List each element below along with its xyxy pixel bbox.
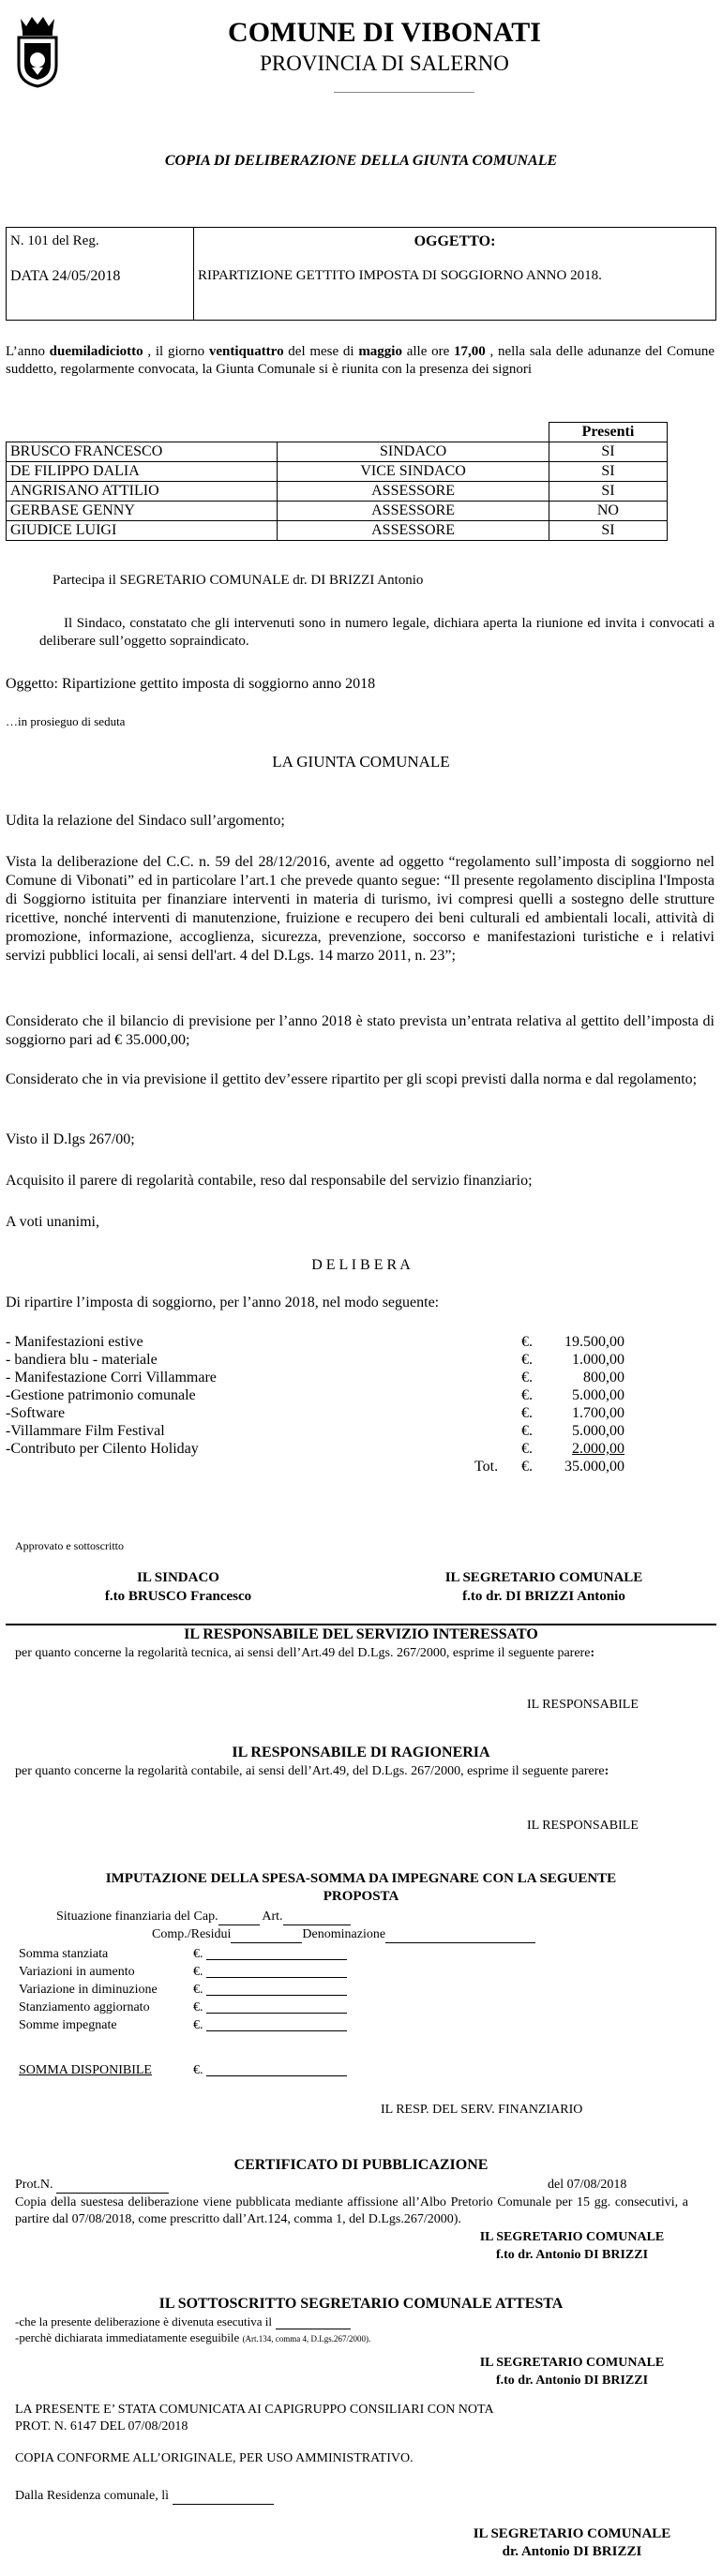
member-name: GERBASE GENNY (7, 502, 278, 521)
intro-paragraph (6, 343, 714, 379)
somma-disponibile-field (206, 2062, 347, 2076)
member-role: ASSESSORE (278, 502, 549, 521)
member-present: SI (549, 482, 667, 502)
comp-label: Comp./Residui (152, 1927, 232, 1941)
document-title: COPIA DI DELIBERAZIONE DELLA GIUNTA COMUNALE (164, 153, 558, 169)
member-present: SI (549, 521, 667, 541)
list-item (6, 1440, 714, 1458)
total-label: Tot. (474, 1459, 499, 1475)
allocation-list (6, 1333, 714, 1475)
imputazione-title: IMPUTAZIONE DELLA SPESA-SOMMA DA IMPEGNARE CON LA SEGUENTE (105, 1871, 617, 1886)
imputazione-row-label: Variazioni in aumento (19, 1965, 135, 1979)
certificato-text: Copia della suestesa deliberazione viene pubblicata mediante affissione all’Albo Pretorio Comunale per 15 gg. consecutivi, a partire dal 07/08/2018, come prescritto dall’Art.124, comma 1, del D.Lgs.267/2000). (15, 2195, 688, 2226)
resp-servizio-body: per quanto concerne la regolarità tecnica, ai sensi dell’Art.49 del D.Lgs. 267/2000, esprime il seguente parere (15, 1646, 591, 1660)
intro-text-2: , il giorno (143, 344, 209, 359)
imputazione-row-currency: €. (193, 2000, 203, 2014)
allocation-label: - Manifestazione Corri Villammare (6, 1370, 217, 1385)
imputazione-row-field (206, 1946, 347, 1960)
somma-disponibile-currency: €. (193, 2063, 203, 2077)
giunta-heading: LA GIUNTA COMUNALE (272, 753, 450, 771)
visto-paragraph: Visto il D.lgs 267/00; (6, 1131, 135, 1147)
considerato-paragraph-1: Considerato che il bilancio di previsione per l’anno 2018 è stato prevista un’entrata relativa al gettito dell’imposta di soggiorno pari ad € 35.000,00; (6, 1013, 714, 1048)
allocation-label: -Contributo per Cilento Holiday (6, 1441, 199, 1457)
somma-disponibile-line (19, 2062, 394, 2079)
delibera-heading: D E L I B E R A (311, 1257, 411, 1273)
somma-disponibile-label: SOMMA DISPONIBILE (19, 2063, 152, 2077)
list-item (6, 1369, 714, 1386)
member-role: SINDACO (278, 442, 549, 462)
residenza-date-field (173, 2491, 274, 2505)
list-item (6, 1386, 714, 1404)
certificato-sign-title: IL SEGRETARIO COMUNALE (479, 2230, 665, 2244)
attendance-header-row (7, 423, 668, 442)
seduta-line: …in prosieguo di seduta (6, 714, 126, 728)
art-field (283, 1911, 351, 1925)
attesta-sign-name: f.to dr. Antonio DI BRIZZI (495, 2374, 649, 2388)
total-currency: €. (521, 1459, 533, 1475)
list-item (19, 1946, 394, 1964)
allocation-label: -Villammare Film Festival (6, 1423, 165, 1439)
attesta-eseguibile: -perchè dichiarata immediatamente eseguibile (15, 2330, 240, 2344)
certificato-sign-name: f.to dr. Antonio DI BRIZZI (495, 2248, 649, 2262)
art-label: Art. (262, 1910, 283, 1924)
allocation-amount: 1.700,00 (572, 1405, 624, 1421)
allocation-amount: 2.000,00 (572, 1441, 624, 1457)
intro-text-1: L’anno (6, 344, 50, 359)
imputazione-row-currency: €. (193, 1947, 203, 1961)
certificato-title: CERTIFICATO DI PUBBLICAZIONE (233, 2157, 489, 2173)
imputazione-row-field (206, 1982, 347, 1996)
cap-field (218, 1911, 260, 1925)
secretary-signature: f.to dr. DI BRIZZI Antonio (462, 1589, 625, 1604)
prot-label: Prot.N. (15, 2178, 53, 2192)
imputazione-row-label: Somma stanziata (19, 1947, 109, 1961)
member-present: SI (549, 442, 667, 462)
allocation-label: -Gestione patrimonio comunale (6, 1387, 196, 1403)
attesta-line-2 (15, 2330, 370, 2346)
considerato-paragraph-2: Considerato che in via previsione il gettito dev’essere ripartito per gli scopi previsti dalla norma e dal regolamento; (6, 1071, 698, 1087)
allocation-label: -Software (6, 1405, 66, 1421)
residenza-label: Dalla Residenza comunale, lì (15, 2489, 170, 2503)
acquisito-paragraph: Acquisito il parere di regolarità contabile, reso dal responsabile del servizio finanziario; (6, 1173, 533, 1189)
allocation-amount: 1.000,00 (572, 1352, 624, 1368)
mayor-line: Il Sindaco, constatato che gli intervenuti sono in numero legale, dichiara aperta la riunione ed invita i convocati a deliberare sull’oggetto sopraindicato. (39, 616, 714, 649)
certificato-date: del 07/08/2018 (548, 2178, 627, 2192)
imputazione-comp-line (152, 1926, 535, 1943)
approvato-line: Approvato e sottoscritto (15, 1539, 124, 1552)
intro-text-3: del mese di (283, 344, 359, 359)
allocation-currency: €. (521, 1370, 533, 1385)
attendance-header: Presenti (549, 423, 667, 442)
attendance-table (6, 422, 668, 541)
mayor-title: IL SINDACO (137, 1570, 219, 1585)
allocation-amount: 5.000,00 (572, 1423, 624, 1439)
imputazione-title-2: PROPOSTA (323, 1889, 399, 1904)
allocation-total-row (6, 1458, 714, 1475)
intro-year: duemiladiciotto (49, 344, 143, 359)
list-item (19, 1999, 394, 2017)
resp-ragioneria-body: per quanto concerne la regolarità contabile, ai sensi dell’Art.49, del D.Lgs. 267/2000, esprime il seguente parere (15, 1764, 605, 1778)
allocation-label: - Manifestazioni estive (6, 1334, 143, 1350)
registration-date: DATA 24/05/2018 (10, 268, 121, 284)
certificato-prot-line (15, 2177, 671, 2194)
registration-number: N. 101 del Reg. (10, 233, 99, 248)
header-divider (334, 92, 474, 93)
intro-text-5: , nella sala delle adunanze del Comune suddetto, regolarmente convocata, la Giunta Comunale si è riunita con la presenza dei signori (6, 344, 714, 377)
registration-box (6, 227, 716, 321)
resp-servizio-text (15, 1645, 671, 1662)
imputazione-row-currency: €. (193, 2018, 203, 2032)
intro-month: maggio (358, 344, 402, 359)
resp-ragioneria-text (15, 1763, 671, 1780)
attesta-line-1 (15, 2314, 351, 2329)
residenza-line (15, 2488, 274, 2505)
udita-paragraph: Udita la relazione del Sindaco sull’argomento; (6, 813, 285, 829)
imputazione-rows (19, 1946, 394, 2035)
prot-field (56, 2179, 169, 2194)
secretary-line: Partecipa il SEGRETARIO COMUNALE dr. DI BRIZZI Antonio (53, 573, 424, 588)
imputazione-row-field (206, 1999, 347, 2014)
cap-label: Situazione finanziaria del Cap. (56, 1910, 218, 1924)
ripartire-paragraph: Di ripartire l’imposta di soggiorno, per l’anno 2018, nel modo seguente: (6, 1295, 440, 1310)
allocation-currency: €. (521, 1387, 533, 1403)
imputazione-row-currency: €. (193, 1965, 203, 1979)
imputazione-row-currency: €. (193, 1983, 203, 1997)
coat-of-arms-icon (15, 13, 60, 88)
object-text: RIPARTIZIONE GETTITO IMPOSTA DI SOGGIORNO ANNO 2018. (198, 268, 602, 283)
allocation-amount: 5.000,00 (572, 1387, 624, 1403)
allocation-amount: 800,00 (583, 1370, 624, 1385)
list-item (6, 1333, 714, 1351)
member-role: VICE SINDACO (278, 462, 549, 482)
imputazione-row-label: Somme impegnate (19, 2018, 117, 2032)
table-row (7, 442, 668, 462)
comp-field (231, 1929, 302, 1943)
table-row (7, 482, 668, 502)
serv-finanziario-sign: IL RESP. DEL SERV. FINANZIARIO (381, 2103, 583, 2117)
esecutiva-date-field (276, 2317, 351, 2329)
member-present: SI (549, 462, 667, 482)
allocation-currency: €. (521, 1352, 533, 1368)
attesta-title: IL SOTTOSCRITTO SEGRETARIO COMUNALE ATTESTA (158, 2296, 564, 2312)
resp-ragioneria-colon: : (604, 1764, 609, 1778)
footer-sign-name: dr. Antonio DI BRIZZI (502, 2544, 642, 2559)
allocation-currency: €. (521, 1423, 533, 1439)
member-role: ASSESSORE (278, 482, 549, 502)
copia-conforme-line: COPIA CONFORME ALL’ORIGINALE, PER USO AMMINISTRATIVO. (15, 2451, 414, 2465)
imputazione-cap-line (56, 1909, 351, 1925)
imputazione-row-label: Variazione in diminuzione (19, 1983, 158, 1997)
member-role: ASSESSORE (278, 521, 549, 541)
allocation-currency: €. (521, 1334, 533, 1350)
oggetto-line: Oggetto: Ripartizione gettito imposta di soggiorno anno 2018 (6, 676, 376, 692)
list-item (6, 1404, 714, 1422)
province-name: PROVINCIA DI SALERNO (260, 52, 509, 75)
comunicata-line: LA PRESENTE E’ STATA COMUNICATA AI CAPIGRUPPO CONSILIARI CON NOTA (15, 2403, 494, 2417)
list-item (19, 2017, 394, 2035)
allocation-currency: €. (521, 1405, 533, 1421)
list-item (6, 1351, 714, 1369)
member-name: GIUDICE LUIGI (7, 521, 278, 541)
table-row (7, 502, 668, 521)
resp-ragioneria-title: IL RESPONSABILE DI RAGIONERIA (232, 1745, 490, 1760)
imputazione-row-field (206, 1964, 347, 1978)
mayor-signature: f.to BRUSCO Francesco (104, 1589, 252, 1604)
denominazione-label: Denominazione (302, 1927, 386, 1941)
avoti-paragraph: A voti unanimi, (6, 1214, 99, 1230)
list-item (6, 1422, 714, 1440)
municipality-name: COMUNE DI VIBONATI (228, 17, 541, 48)
attesta-esecutiva: -che la presente deliberazione è divenuta esecutiva il (15, 2314, 272, 2329)
imputazione-row-field (206, 2017, 347, 2031)
resp-servizio-sign: IL RESPONSABILE (527, 1698, 639, 1712)
intro-text-4: alle ore (401, 344, 454, 359)
allocation-label: - bandiera blu - materiale (6, 1352, 158, 1368)
total-amount: 35.000,00 (564, 1459, 624, 1475)
attesta-sign-title: IL SEGRETARIO COMUNALE (479, 2356, 665, 2370)
list-item (19, 1964, 394, 1982)
secretary-title: IL SEGRETARIO COMUNALE (444, 1570, 643, 1585)
allocation-currency: €. (521, 1441, 533, 1457)
object-label: OGGETTO: (414, 233, 496, 249)
member-present: NO (549, 502, 667, 521)
imputazione-row-label: Stanziamento aggiornato (19, 2000, 150, 2014)
protocol-line: PROT. N. 6147 DEL 07/08/2018 (15, 2419, 188, 2434)
footer-sign-title: IL SEGRETARIO COMUNALE (473, 2526, 671, 2541)
resp-servizio-title: IL RESPONSABILE DEL SERVIZIO INTERESSATO (184, 1626, 538, 1642)
member-name: ANGRISANO ATTILIO (7, 482, 278, 502)
member-name: DE FILIPPO DALIA (7, 462, 278, 482)
table-row (7, 462, 668, 482)
intro-day: ventiquattro (208, 344, 284, 359)
list-item (19, 1982, 394, 1999)
vista-paragraph: Vista la deliberazione del C.C. n. 59 del 28/12/2016, avente ad oggetto “regolamento sull’imposta di soggiorno nel Comune di Vibonati” ed in particolare l’art.1 che prevede quanto segue: “Il presente regolamento disciplina l'Imposta di Soggiorno istituita per finanziare interventi in materia di turismo, ivi compresi quelli a sostegno delle strutture ricettive, nonché interventi di manutenzione, fruizione e recupero dei beni culturali ed ambientali locali, attività di promozione, informazione, accoglienza, sicurezza, prevenzione, soccorso e manifestazioni turistiche e i relativi servizi pubblici locali, ai sensi dell'art. 4 del D.Lgs. 14 marzo 2011, n. 23”; (6, 854, 714, 964)
resp-ragioneria-sign: IL RESPONSABILE (527, 1819, 639, 1833)
allocation-amount: 19.500,00 (564, 1334, 624, 1350)
denominazione-field (385, 1929, 535, 1943)
member-name: BRUSCO FRANCESCO (7, 442, 278, 462)
attesta-reference: (Art.134, comma 4, D.Lgs.267/2000). (242, 2334, 371, 2344)
table-row (7, 521, 668, 541)
intro-hour: 17,00 (453, 344, 486, 359)
resp-servizio-colon: : (590, 1646, 595, 1660)
